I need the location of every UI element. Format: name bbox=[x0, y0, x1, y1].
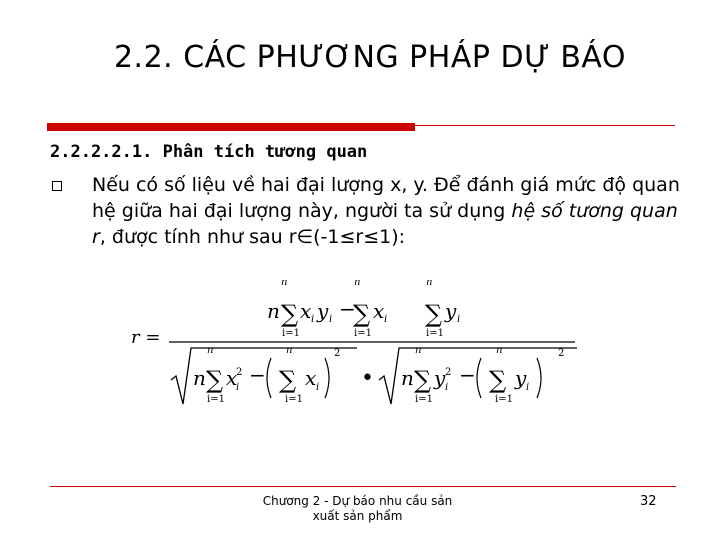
page-number: 32 bbox=[640, 494, 657, 509]
multiply-dot: • bbox=[361, 366, 374, 391]
formula-symbol: − bbox=[249, 363, 266, 387]
formula-symbol: ∑ bbox=[425, 300, 443, 328]
formula-symbol: n bbox=[354, 280, 361, 288]
footer-line-1: Chương 2 - Dự báo nhu cầu sản bbox=[262, 494, 453, 508]
formula-symbol: y bbox=[445, 299, 457, 323]
footer-line-2: xuất sản phẩm bbox=[312, 509, 403, 523]
formula-symbol: i=1 bbox=[285, 394, 303, 405]
formula-symbol: n bbox=[401, 366, 414, 390]
footer-divider bbox=[50, 486, 676, 487]
formula-symbol: 2 bbox=[445, 367, 452, 378]
formula-symbol: ∑ bbox=[353, 300, 371, 328]
formula-symbol: i bbox=[311, 314, 315, 325]
formula-symbol: i bbox=[457, 314, 461, 325]
formula-symbol: y bbox=[515, 366, 527, 390]
formula-symbol: n bbox=[267, 299, 280, 323]
formula-symbol: n bbox=[426, 280, 433, 288]
formula-symbol: n bbox=[496, 345, 503, 356]
formula-symbol: i=1 bbox=[207, 394, 225, 405]
formula-symbol: ∑ bbox=[414, 366, 432, 394]
formula-symbol: n bbox=[207, 345, 214, 356]
formula-parenthesis bbox=[325, 358, 329, 398]
formula-symbol: 2 bbox=[558, 348, 565, 359]
formula-graphic bbox=[125, 280, 585, 410]
formula-symbol: − bbox=[339, 297, 356, 321]
title-underline-bar bbox=[47, 123, 415, 131]
formula-lhs: r = bbox=[131, 327, 161, 348]
formula-symbol: n bbox=[415, 345, 422, 356]
correlation-formula bbox=[125, 280, 585, 410]
page-title: 2.2. CÁC PHƯƠNG PHÁP DỰ BÁO bbox=[113, 40, 627, 75]
formula-symbol: − bbox=[459, 363, 476, 387]
formula-symbol: ∑ bbox=[281, 300, 299, 328]
formula-symbol: n bbox=[281, 280, 288, 288]
formula-symbol: i bbox=[445, 382, 449, 393]
formula-symbol: i bbox=[316, 382, 320, 393]
formula-symbol: n bbox=[286, 345, 293, 356]
formula-symbol: 2 bbox=[334, 348, 341, 359]
formula-symbol: x bbox=[305, 366, 317, 390]
formula-symbol: 2 bbox=[236, 367, 243, 378]
formula-symbol: ∑ bbox=[279, 366, 297, 394]
formula-symbol: y bbox=[317, 299, 329, 323]
formula-symbol: i=1 bbox=[495, 394, 513, 405]
formula-symbol: i=1 bbox=[354, 328, 372, 339]
formula-parenthesis bbox=[477, 358, 481, 398]
formula-parenthesis bbox=[537, 358, 541, 398]
formula-parenthesis bbox=[267, 358, 271, 398]
formula-symbol: x bbox=[300, 299, 312, 323]
formula-symbol: i bbox=[329, 314, 333, 325]
paragraph-text-1: Nếu có số liệu về hai đại lượng x, y. Để đánh giá mức độ quan hệ giữa hai đại lượng này, người ta sử dụng bbox=[92, 174, 680, 222]
square-bullet-icon bbox=[52, 181, 62, 191]
section-subheading: 2.2.2.2.1. Phân tích tương quan bbox=[50, 142, 368, 162]
formula-symbol: i=1 bbox=[426, 328, 444, 339]
formula-symbol: y bbox=[434, 366, 446, 390]
formula-symbol: i bbox=[384, 314, 388, 325]
formula-symbol: n bbox=[193, 366, 206, 390]
formula-symbol: i bbox=[526, 382, 530, 393]
formula-symbol: x bbox=[226, 366, 238, 390]
formula-symbol: ∑ bbox=[206, 366, 224, 394]
formula-symbol: i bbox=[236, 382, 240, 393]
paragraph-text-2: , được tính như sau r∈(-1≤r≤1): bbox=[99, 226, 406, 248]
footer-caption bbox=[250, 494, 465, 524]
body-paragraph bbox=[92, 172, 682, 250]
formula-symbol: x bbox=[373, 299, 385, 323]
title-underline-line bbox=[415, 125, 675, 126]
formula-symbol: i=1 bbox=[282, 328, 300, 339]
formula-symbol: i=1 bbox=[415, 394, 433, 405]
formula-symbol: ∑ bbox=[489, 366, 507, 394]
paragraph-italic-term: hệ số tương quan r bbox=[92, 200, 678, 248]
